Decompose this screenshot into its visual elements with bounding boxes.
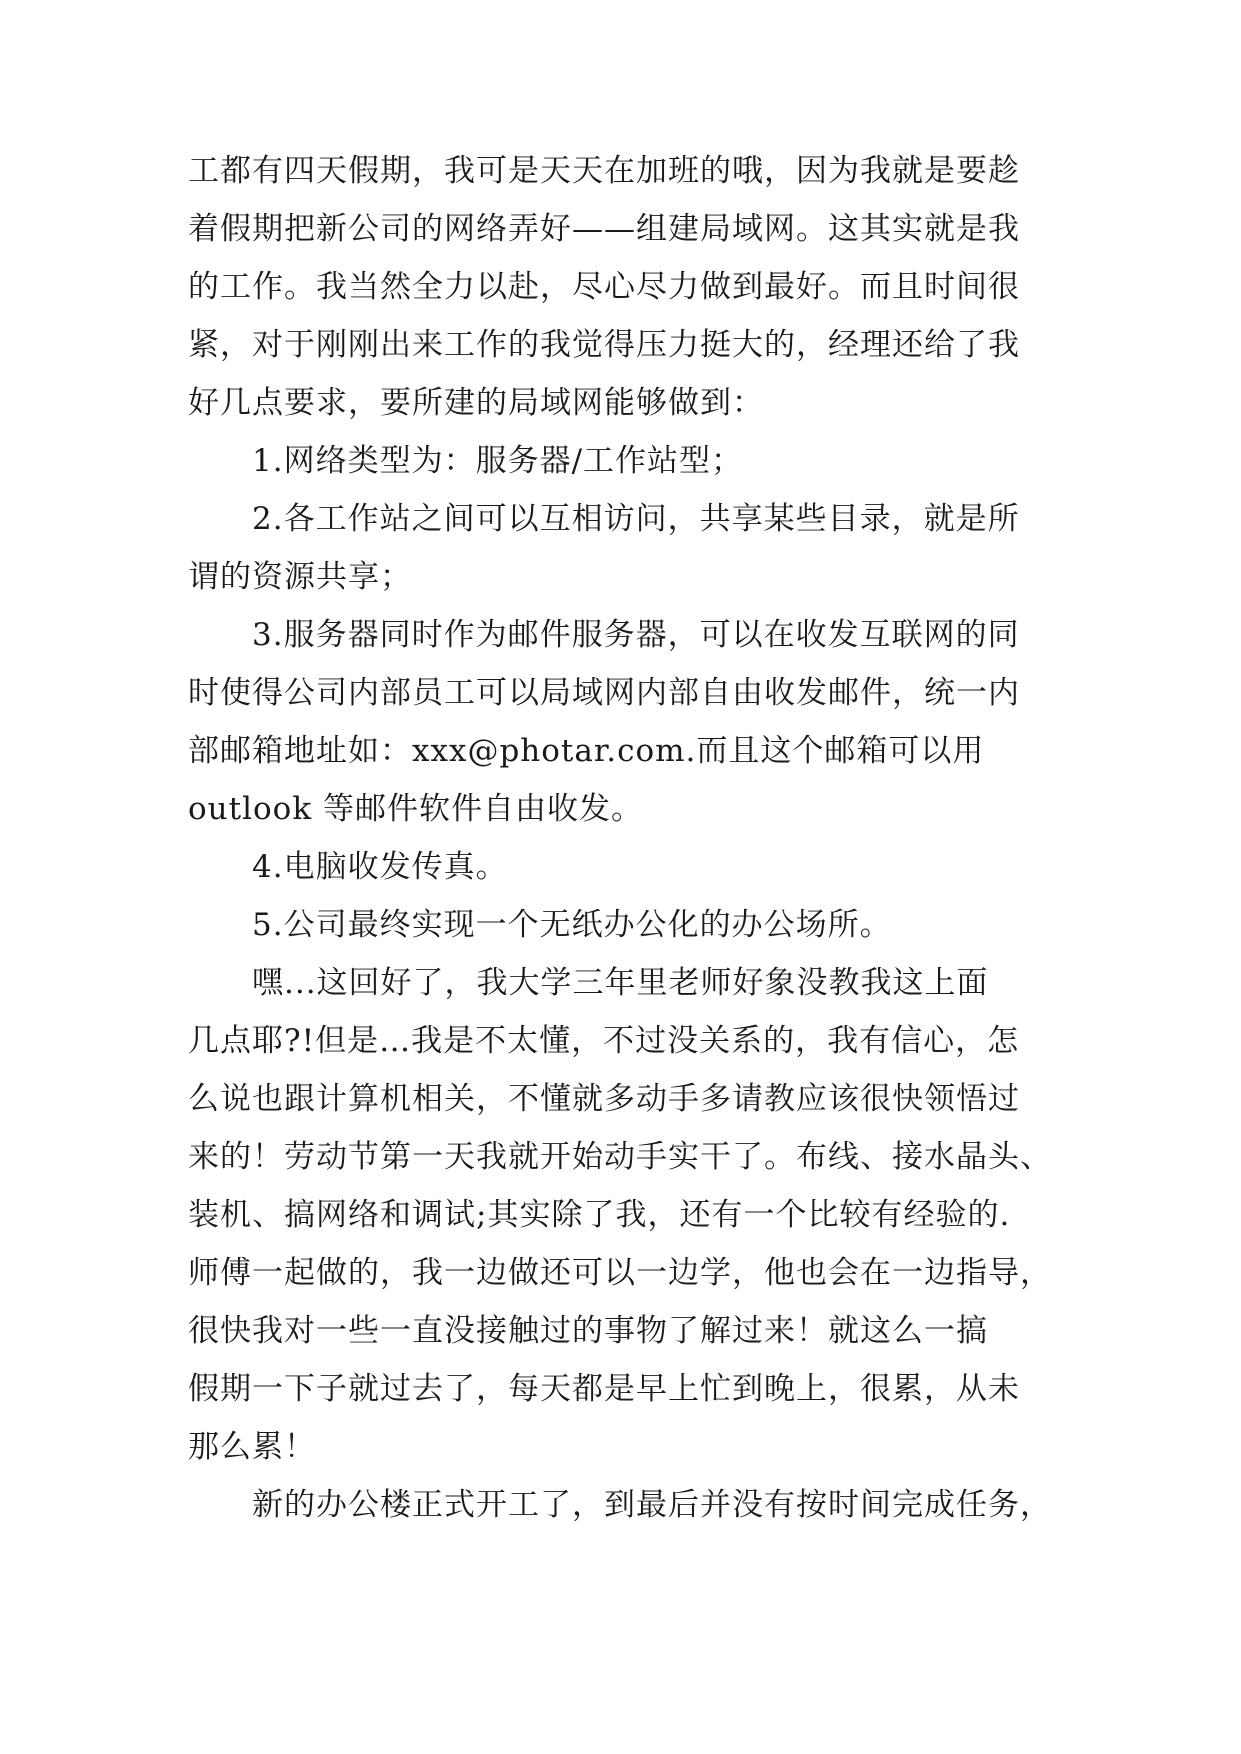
list-item: 3.服务器同时作为邮件服务器，可以在收发互联网的同 (252, 617, 1020, 653)
text-line: 工都有四天假期，我可是天天在加班的哦，因为我就是要趁 (188, 153, 1020, 189)
list-item: 4.电脑收发传真。 (252, 849, 508, 885)
paragraph-start: 嘿...这回好了，我大学三年里老师好象没教我这上面 (252, 965, 989, 1001)
text-line: 部邮箱地址如：xxx@photar.com.而且这个邮箱可以用 (188, 733, 985, 769)
text-line: 好几点要求，要所建的局域网能够做到： (188, 385, 764, 421)
text-line: 几点耶?!但是…我是不太懂，不过没关系的，我有信心，怎 (188, 1023, 1020, 1059)
text-line: 师傅一起做的，我一边做还可以一边学，他也会在一边指导， (188, 1255, 1052, 1291)
text-line: 那么累！ (188, 1429, 316, 1465)
text-line: 紧，对于刚刚出来工作的我觉得压力挺大的，经理还给了我 (188, 327, 1020, 363)
list-item: 1.网络类型为：服务器/工作站型； (252, 443, 744, 479)
list-item: 5.公司最终实现一个无纸办公化的办公场所。 (252, 907, 892, 943)
text-line: 来的！劳动节第一天我就开始动手实干了。布线、接水晶头、 (188, 1139, 1052, 1175)
text-line: 装机、搞网络和调试;其实除了我，还有一个比较有经验的. (188, 1197, 1011, 1233)
text-line: 的工作。我当然全力以赴，尽心尽力做到最好。而且时间很 (188, 269, 1020, 305)
text-line: 假期一下子就过去了，每天都是早上忙到晚上，很累，从未 (188, 1371, 1020, 1407)
text-line: 着假期把新公司的网络弄好——组建局域网。这其实就是我 (188, 211, 1020, 247)
text-line: 很快我对一些一直没接触过的事物了解过来！就这么一搞 (188, 1313, 988, 1349)
paragraph-start: 新的办公楼正式开工了，到最后并没有按时间完成任务， (252, 1487, 1052, 1523)
text-line: 时使得公司内部员工可以局域网内部自由收发邮件，统一内 (188, 675, 1020, 711)
list-item: 2.各工作站之间可以互相访问，共享某些目录，就是所 (252, 501, 1020, 537)
text-line: 么说也跟计算机相关，不懂就多动手多请教应该很快领悟过 (188, 1081, 1020, 1117)
text-line: 谓的资源共享； (188, 559, 412, 595)
text-line: outlook 等邮件软件自由收发。 (188, 791, 643, 827)
